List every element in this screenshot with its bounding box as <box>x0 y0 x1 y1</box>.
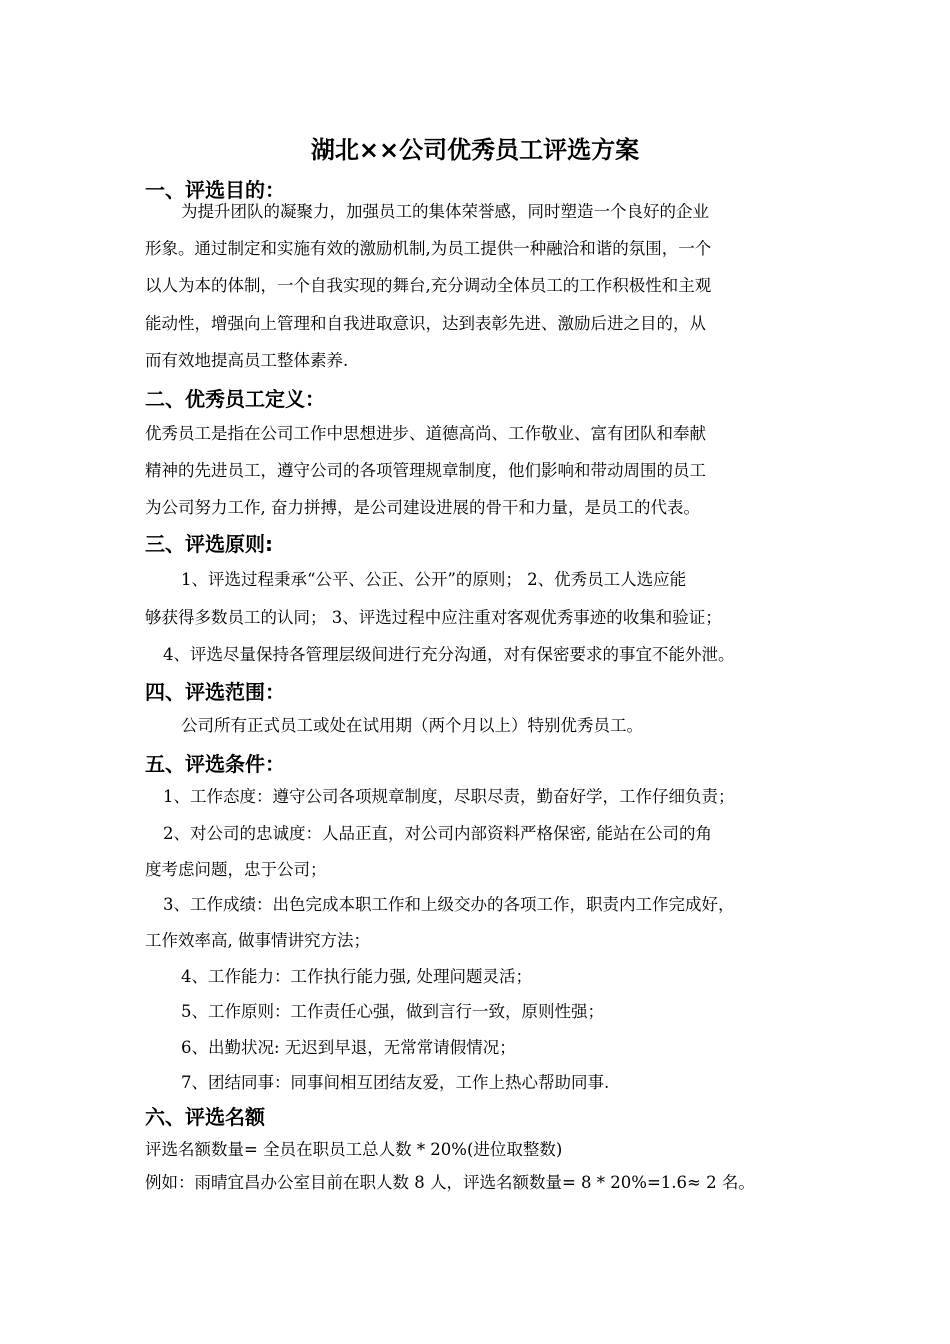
paragraph-line: 为公司努力工作, 奋力拼搏，是公司建设进展的骨干和力量，是员工的代表。 <box>145 498 700 517</box>
paragraph-line: 为提升团队的凝聚力，加强员工的集体荣誉感，同时塑造一个良好的企业 <box>181 202 709 221</box>
section-heading-principles: 三、评选原则: <box>145 532 273 556</box>
paragraph-line: 3、工作成绩：出色完成本职工作和上级交办的各项工作，职责内工作完成好， <box>163 895 735 914</box>
paragraph-line: 例如：雨晴宜昌办公室目前在职人数 8 人，评选名额数量= 8 * 20%=1.6≈ 2 名。 <box>145 1173 755 1192</box>
page-title: 湖北××公司优秀员工评选方案 <box>310 136 640 164</box>
section-heading-purpose: 一、评选目的： <box>145 178 285 202</box>
section-heading-conditions: 五、评选条件： <box>145 752 285 776</box>
paragraph-line: 能动性，增强向上管理和自我进取意识，达到表彰先进、激励后进之目的，从 <box>145 314 706 333</box>
paragraph-line: 而有效地提高员工整体素养. <box>145 351 349 370</box>
paragraph-line: 7、团结同事：同事间相互团结友爱，工作上热心帮助同事. <box>181 1073 610 1092</box>
section-heading-quota: 六、评选名额 <box>145 1105 265 1129</box>
paragraph-line: 够获得多数员工的认同； 3、评选过程中应注重对客观优秀事迹的收集和验证； <box>145 608 722 627</box>
paragraph-line: 公司所有正式员工或处在试用期（两个月以上）特别优秀员工。 <box>181 716 643 735</box>
paragraph-line: 6、出勤状况: 无迟到早退，无常常请假情况； <box>181 1038 516 1057</box>
paragraph-line: 2、对公司的忠诚度：人品正直，对公司内部资料严格保密, 能站在公司的角 <box>163 824 712 843</box>
paragraph-line: 以人为本的体制，一个自我实现的舞台,充分调动全体员工的工作积极性和主观 <box>145 276 712 295</box>
paragraph-line: 优秀员工是指在公司工作中思想进步、道德高尚、工作敬业、富有团队和奉献 <box>145 424 706 443</box>
paragraph-line: 5、工作原则：工作责任心强，做到言行一致，原则性强； <box>181 1002 604 1021</box>
paragraph-line: 1、评选过程秉承“公平、公正、公开”的原则； 2、优秀员工人选应能 <box>181 570 687 589</box>
paragraph-line: 工作效率高, 做事情讲究方法； <box>145 931 370 950</box>
paragraph-line: 评选名额数量= 全员在职员工总人数 * 20%(进位取整数) <box>145 1140 563 1159</box>
paragraph-line: 形象。通过制定和实施有效的激励机制,为员工提供一种融洽和谐的氛围，一个 <box>145 239 712 258</box>
paragraph-line: 1、工作态度：遵守公司各项规章制度，尽职尽责，勤奋好学，工作仔细负责； <box>163 787 735 806</box>
paragraph-line: 精神的先进员工，遵守公司的各项管理规章制度，他们影响和带动周围的员工 <box>145 461 706 480</box>
paragraph-line: 4、评选尽量保持各管理层级间进行充分沟通，对有保密要求的事宜不能外泄。 <box>163 645 735 664</box>
paragraph-line: 度考虑问题，忠于公司； <box>145 860 327 879</box>
section-heading-scope: 四、评选范围： <box>145 680 285 704</box>
paragraph-line: 4、工作能力：工作执行能力强, 处理问题灵活； <box>181 967 532 986</box>
section-heading-definition: 二、优秀员工定义： <box>145 387 325 411</box>
